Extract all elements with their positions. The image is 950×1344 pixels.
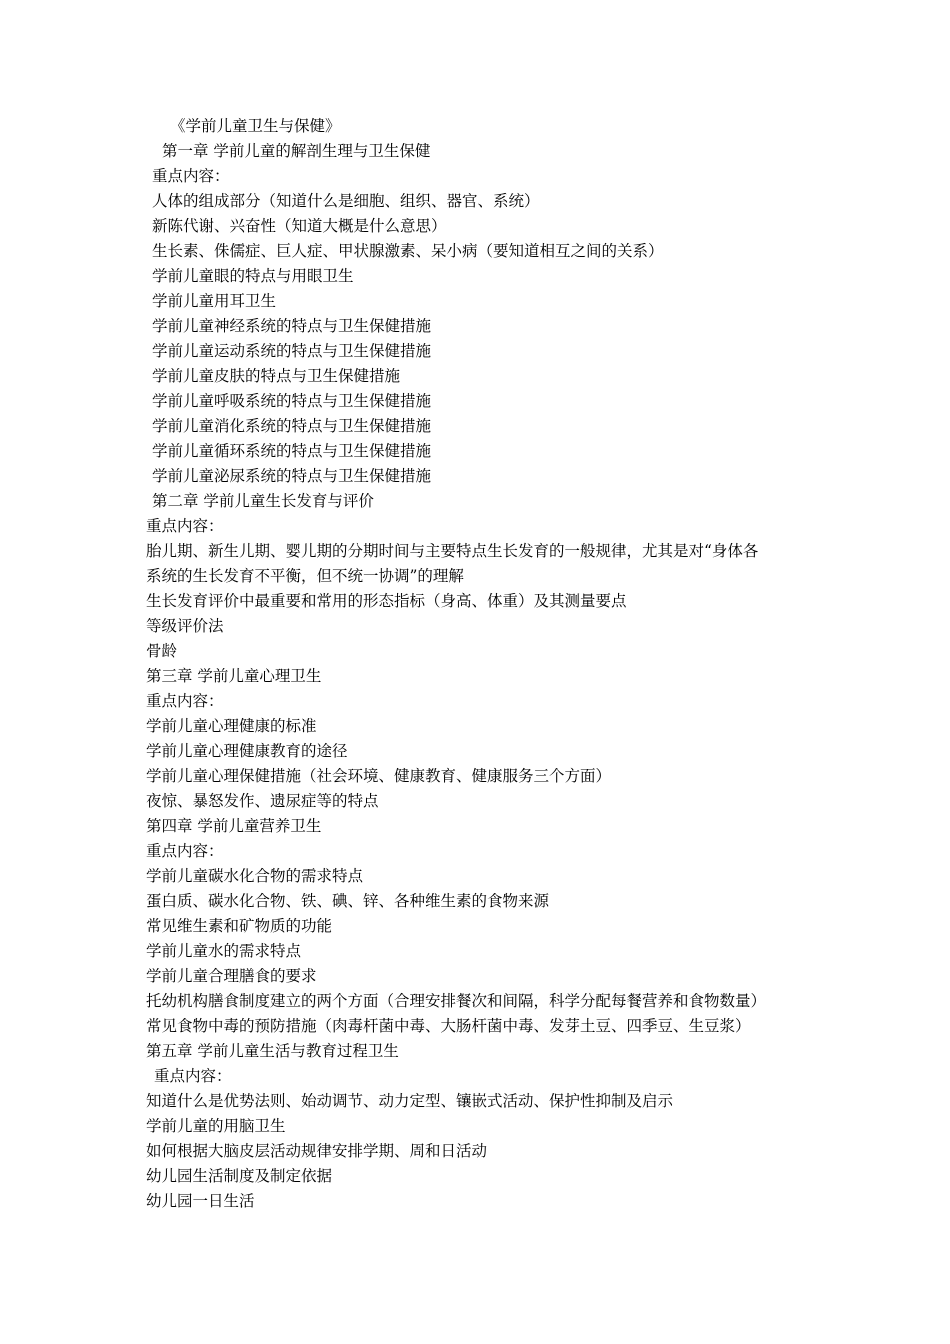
text-line: 学前儿童眼的特点与用眼卫生 [152, 267, 354, 285]
document-title: 《学前儿童卫生与保健》 [170, 117, 341, 135]
text-line: 学前儿童泌尿系统的特点与卫生保健措施 [152, 467, 432, 485]
text-line: 学前儿童心理健康教育的途径 [146, 742, 348, 760]
text-line: 蛋白质、碳水化合物、铁、碘、锌、各种维生素的食物来源 [146, 892, 550, 910]
text-line: 常见食物中毒的预防措施（肉毒杆菌中毒、大肠杆菌中毒、发芽土豆、四季豆、生豆浆） [146, 1017, 751, 1035]
text-line: 学前儿童皮肤的特点与卫生保健措施 [152, 367, 401, 385]
text-line: 托幼机构膳食制度建立的两个方面（合理安排餐次和间隔，科学分配每餐营养和食物数量） [146, 992, 767, 1010]
text-line: 常见维生素和矿物质的功能 [146, 917, 333, 935]
text-line: 生长发育评价中最重要和常用的形态指标（身高、体重）及其测量要点 [146, 592, 627, 610]
text-line: 生长素、侏儒症、巨人症、甲状腺激素、呆小病（要知道相互之间的关系） [152, 242, 664, 260]
key-points-label: 重点内容： [146, 842, 224, 860]
text-line: 骨龄 [146, 642, 178, 660]
text-line: 学前儿童运动系统的特点与卫生保健措施 [152, 342, 432, 360]
chapter-2-heading: 第二章 学前儿童生长发育与评价 [152, 492, 374, 510]
text-line: 等级评价法 [146, 617, 224, 635]
key-points-label: 重点内容： [152, 167, 230, 185]
chapter-3-heading: 第三章 学前儿童心理卫生 [146, 667, 322, 685]
text-line: 系统的生长发育不平衡，但不统一协调”的理解 [146, 567, 464, 585]
chapter-1-heading: 第一章 学前儿童的解剖生理与卫生保健 [162, 142, 431, 160]
text-line: 学前儿童消化系统的特点与卫生保健措施 [152, 417, 432, 435]
text-line: 如何根据大脑皮层活动规律安排学期、周和日活动 [146, 1142, 488, 1160]
text-line: 学前儿童呼吸系统的特点与卫生保健措施 [152, 392, 432, 410]
key-points-label: 重点内容： [146, 692, 224, 710]
text-line: 学前儿童的用脑卫生 [146, 1117, 286, 1135]
text-line: 学前儿童碳水化合物的需求特点 [146, 867, 364, 885]
text-line: 学前儿童水的需求特点 [146, 942, 302, 960]
text-line: 新陈代谢、兴奋性（知道大概是什么意思） [152, 217, 447, 235]
text-line: 人体的组成部分（知道什么是细胞、组织、器官、系统） [152, 192, 540, 210]
text-line: 学前儿童心理保健措施（社会环境、健康教育、健康服务三个方面） [146, 767, 612, 785]
text-line: 学前儿童用耳卫生 [152, 292, 277, 310]
key-points-label: 重点内容： [146, 517, 224, 535]
chapter-4-heading: 第四章 学前儿童营养卫生 [146, 817, 322, 835]
key-points-label: 重点内容： [154, 1067, 232, 1085]
text-line: 夜惊、暴怒发作、遗尿症等的特点 [146, 792, 379, 810]
text-line: 幼儿园生活制度及制定依据 [146, 1167, 333, 1185]
text-line: 学前儿童神经系统的特点与卫生保健措施 [152, 317, 432, 335]
text-line: 胎儿期、新生儿期、婴儿期的分期时间与主要特点生长发育的一般规律，尤其是对“身体各 [146, 542, 759, 560]
text-line: 知道什么是优势法则、始动调节、动力定型、镶嵌式活动、保护性抑制及启示 [146, 1092, 674, 1110]
text-line: 学前儿童合理膳食的要求 [146, 967, 317, 985]
text-line: 学前儿童循环系统的特点与卫生保健措施 [152, 442, 432, 460]
chapter-5-heading: 第五章 学前儿童生活与教育过程卫生 [146, 1042, 399, 1060]
text-line: 幼儿园一日生活 [146, 1192, 255, 1210]
text-line: 学前儿童心理健康的标准 [146, 717, 317, 735]
